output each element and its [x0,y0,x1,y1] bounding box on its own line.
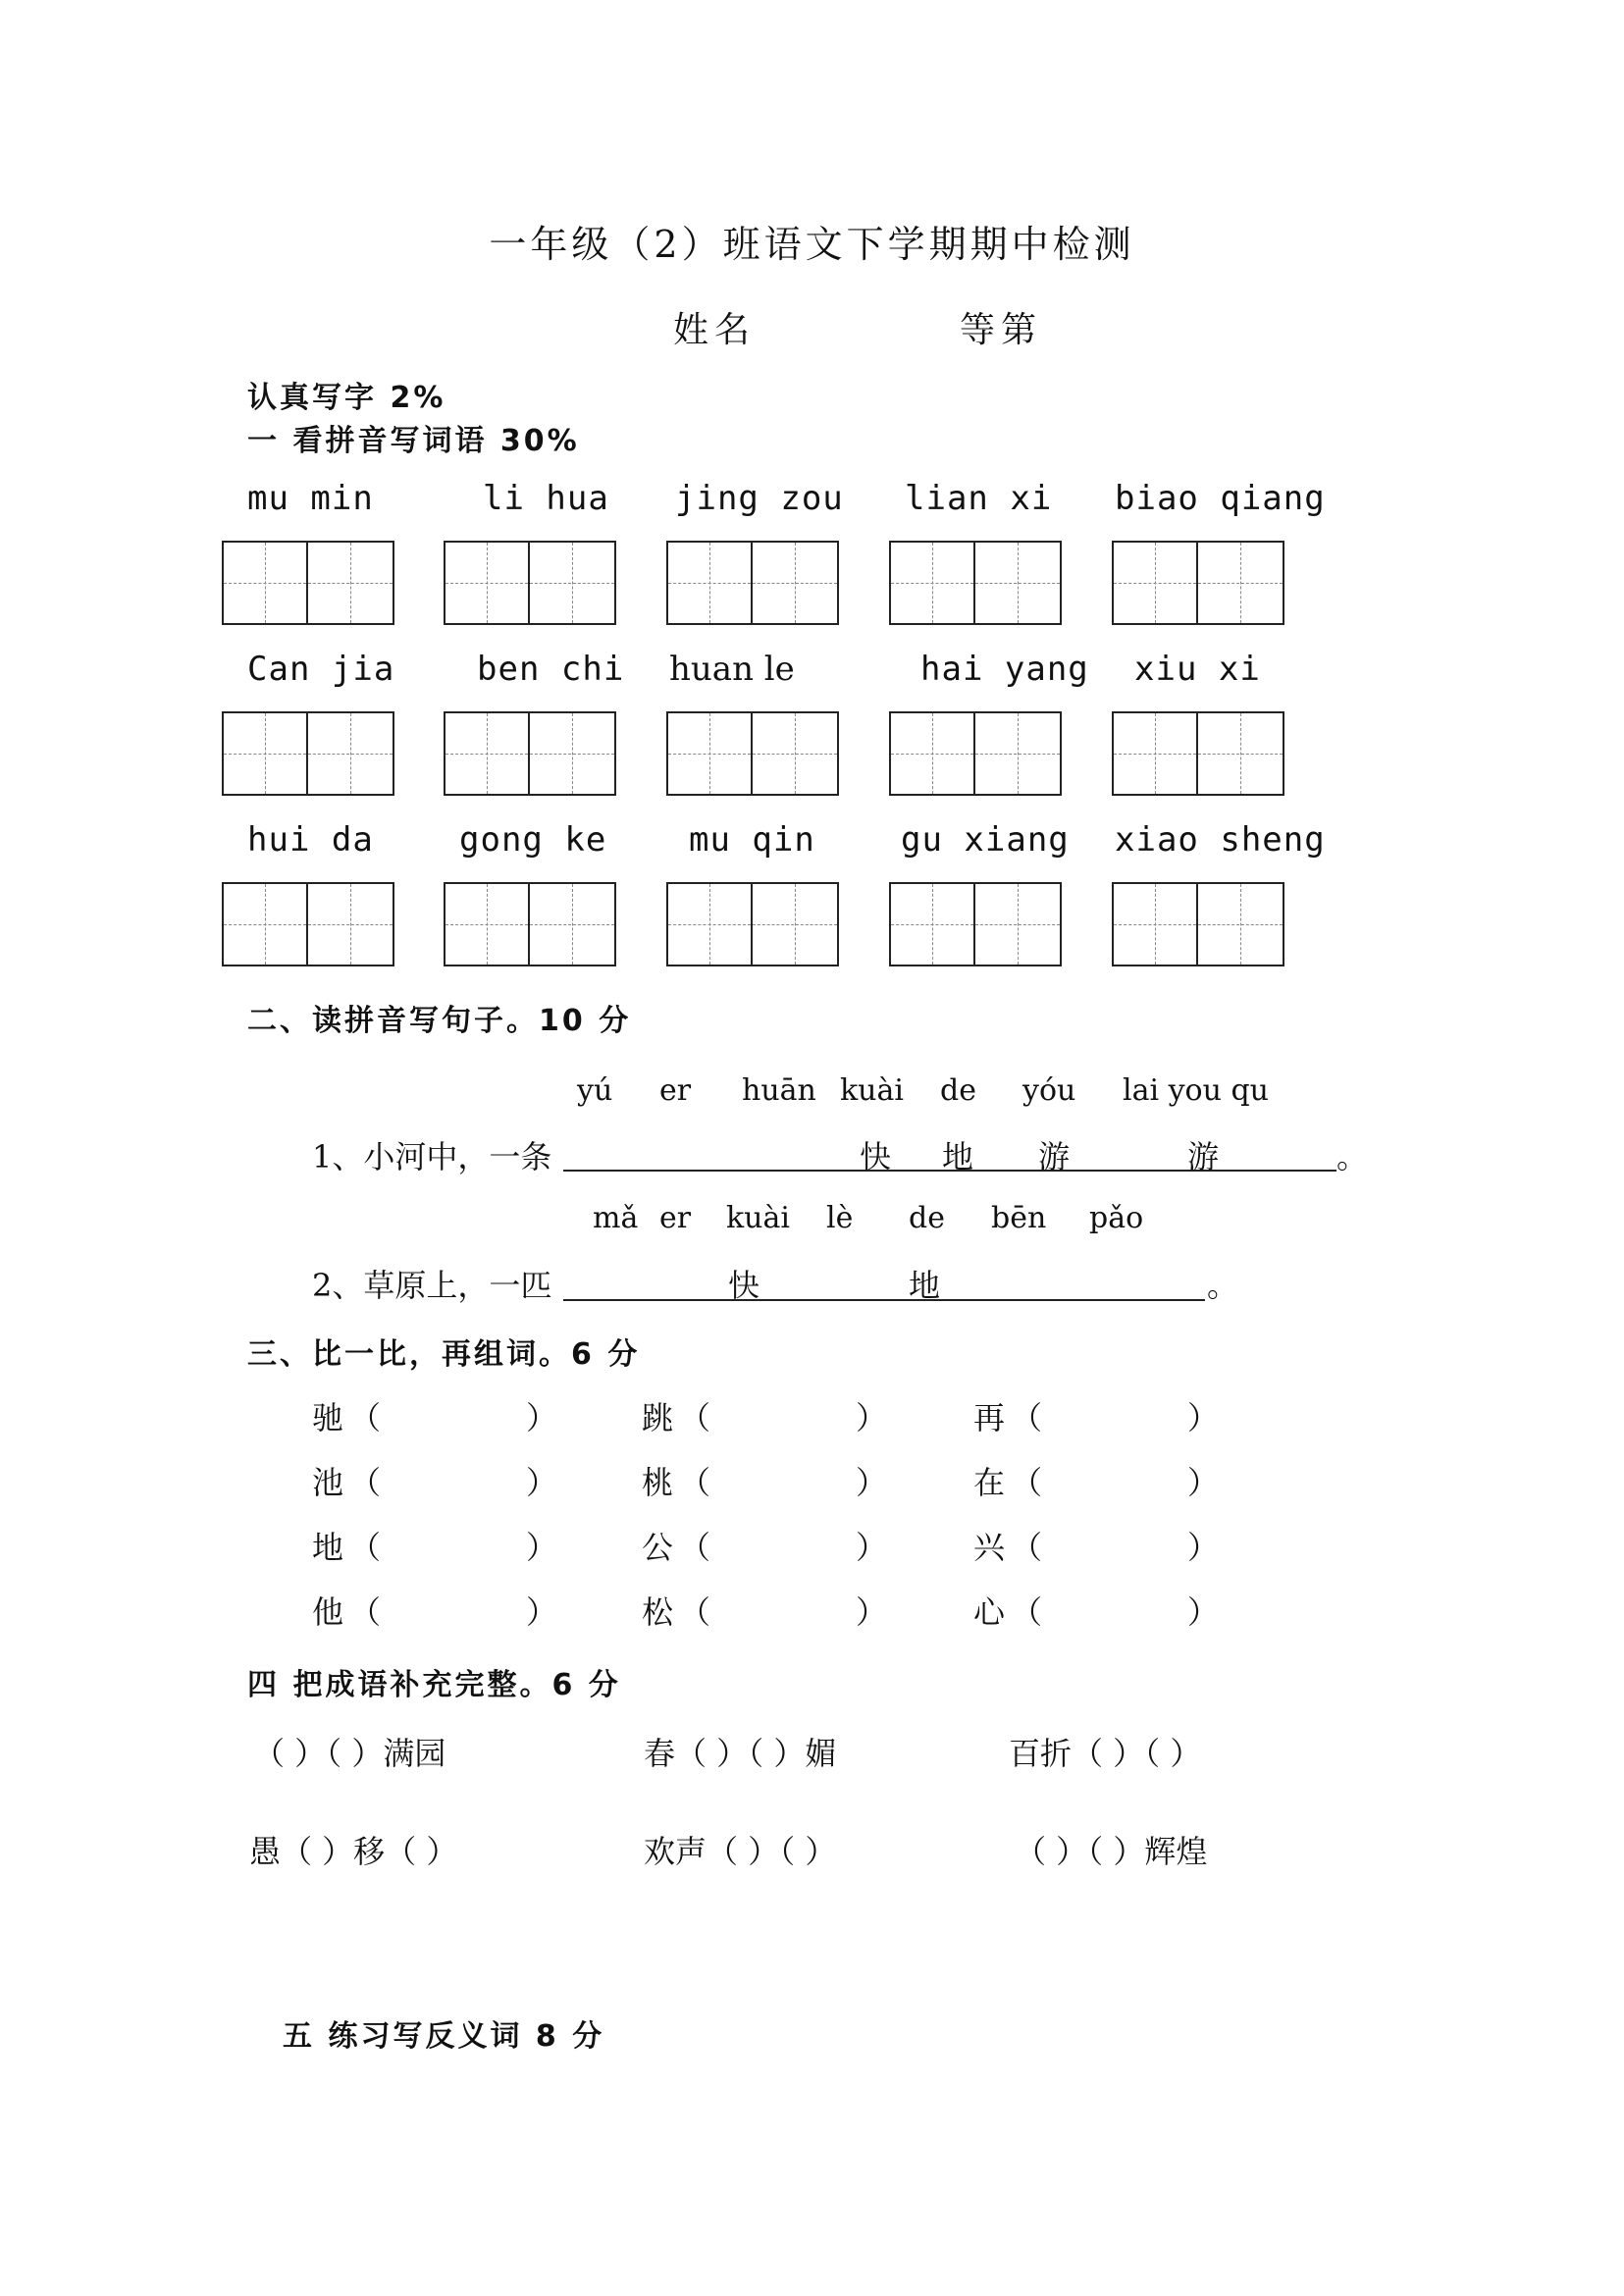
char-prompt: 松 [642,1593,674,1631]
writing-grid[interactable] [889,711,1062,796]
close-paren: ） [856,1464,888,1501]
open-paren: （ [679,1593,711,1631]
pinyin-label: lian xi [905,479,1053,518]
open-paren: （ [349,1529,382,1566]
char-prompt: 跳 [642,1399,674,1436]
section2-heading: 二、读拼音写句子。10 分 [247,1004,632,1038]
section1-heading: 一 看拼音写词语 30% [247,424,580,458]
pinyin-label: li hua [483,479,609,518]
open-paren: （ [679,1399,711,1436]
pinyin-label: Can jia [247,650,395,689]
pinyin-syllable: er [659,1073,692,1108]
pinyin-label: huan le [669,650,795,689]
writing-grid[interactable] [666,541,839,625]
close-paren: ） [526,1593,558,1631]
idiom-item: 愚（ ）移（ ） [249,1833,458,1870]
pinyin-syllable: yóu [1022,1073,1076,1108]
writing-grid[interactable] [1112,711,1284,796]
writing-grid[interactable] [666,711,839,796]
writing-grid[interactable] [1112,882,1284,966]
close-paren: ） [526,1529,558,1566]
sentence-end: 。 [1336,1138,1369,1175]
idiom-item: 春（ ）（ ）媚 [644,1735,837,1772]
grade-label: 等第 [960,310,1043,350]
sentence2-prefix: 2、草原上，一匹 [312,1267,552,1304]
writing-grid[interactable] [889,882,1062,966]
open-paren: （ [679,1529,711,1566]
pinyin-label: jing zou [675,479,844,518]
sentence-end: 。 [1207,1267,1239,1304]
answer-line[interactable] [563,1299,1205,1301]
given-char: 快 [860,1138,892,1175]
writing-grid[interactable] [222,882,394,966]
close-paren: ） [856,1593,888,1631]
pinyin-syllable: kuài [840,1073,904,1108]
handwriting-note: 认真写字 2% [247,381,446,415]
pinyin-label: biao qiang [1115,479,1326,518]
close-paren: ） [526,1464,558,1501]
section4-heading: 四 把成语补充完整。6 分 [247,1668,621,1702]
open-paren: （ [679,1464,711,1501]
pinyin-syllable: bēn [991,1201,1047,1235]
close-paren: ） [1187,1593,1220,1631]
writing-grid[interactable] [222,711,394,796]
char-prompt: 池 [312,1464,344,1501]
idiom-item: （ ）（ ）辉煌 [1015,1833,1208,1870]
pinyin-label: mu min [247,479,374,518]
name-label: 姓名 [673,310,757,350]
idiom-item: 百折（ ）（ ） [1009,1735,1202,1772]
pinyin-syllable: lai you qu [1123,1073,1270,1108]
pinyin-syllable: kuài [726,1201,790,1235]
pinyin-label: ben chi [477,650,625,689]
pinyin-syllable: yú [577,1073,613,1108]
section5-heading: 五 练习写反义词 8 分 [283,2019,605,2054]
open-paren: （ [1011,1464,1043,1501]
close-paren: ） [856,1399,888,1436]
writing-grid[interactable] [444,711,616,796]
writing-grid[interactable] [444,541,616,625]
section3-heading: 三、比一比，再组词。6 分 [247,1337,641,1372]
given-char: 快 [728,1267,760,1304]
char-prompt: 心 [973,1593,1006,1631]
given-char: 游 [1187,1138,1220,1175]
char-prompt: 兴 [973,1529,1006,1566]
given-char: 地 [909,1267,941,1304]
pinyin-label: mu qin [689,820,815,860]
pinyin-label: gong ke [459,820,607,860]
given-char: 地 [942,1138,974,1175]
pinyin-label: xiao sheng [1115,820,1326,860]
char-prompt: 桃 [642,1464,674,1501]
idiom-item: 欢声（ ）（ ） [644,1833,837,1870]
pinyin-syllable: lè [826,1201,854,1235]
open-paren: （ [349,1399,382,1436]
pinyin-label: xiu xi [1134,650,1261,689]
close-paren: ） [856,1529,888,1566]
writing-grid[interactable] [666,882,839,966]
open-paren: （ [1011,1529,1043,1566]
close-paren: ） [1187,1529,1220,1566]
pinyin-syllable: de [909,1201,945,1235]
pinyin-label: hui da [247,820,374,860]
writing-grid[interactable] [222,541,394,625]
pinyin-label: hai yang [920,650,1089,689]
open-paren: （ [349,1464,382,1501]
close-paren: ） [1187,1464,1220,1501]
page-title: 一年级（2）班语文下学期期中检测 [489,223,1135,266]
pinyin-label: gu xiang [901,820,1070,860]
char-prompt: 驰 [312,1399,344,1436]
char-prompt: 他 [312,1593,344,1631]
char-prompt: 地 [312,1529,344,1566]
pinyin-syllable: pǎo [1089,1201,1144,1235]
close-paren: ） [526,1399,558,1436]
open-paren: （ [1011,1399,1043,1436]
pinyin-syllable: mǎ [593,1201,639,1235]
char-prompt: 再 [973,1399,1006,1436]
idiom-item: （ ）（ ）满园 [253,1735,446,1772]
pinyin-syllable: de [940,1073,976,1108]
pinyin-syllable: er [659,1201,692,1235]
writing-grid[interactable] [889,541,1062,625]
given-char: 游 [1038,1138,1071,1175]
writing-grid[interactable] [444,882,616,966]
close-paren: ） [1187,1399,1220,1436]
open-paren: （ [349,1593,382,1631]
char-prompt: 在 [973,1464,1006,1501]
writing-grid[interactable] [1112,541,1284,625]
open-paren: （ [1011,1593,1043,1631]
sentence1-prefix: 1、小河中，一条 [312,1138,552,1175]
char-prompt: 公 [642,1529,674,1566]
pinyin-syllable: huān [742,1073,816,1108]
